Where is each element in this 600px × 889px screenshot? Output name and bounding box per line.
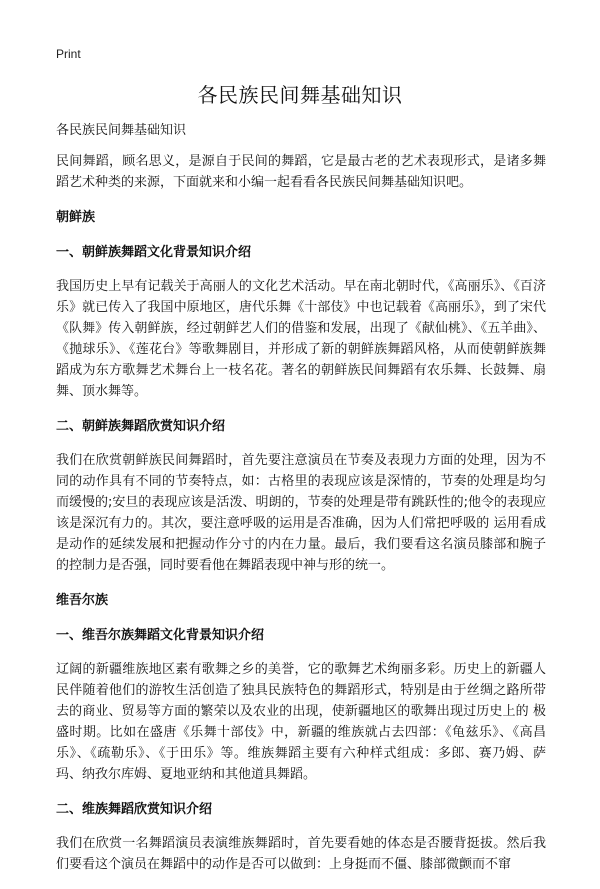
- page-title: 各民族民间舞基础知识: [197, 83, 403, 107]
- subsection-body: 我国历史上早有记载关于高丽人的文化艺术活动。早在南北朝时代，《高丽乐》、《百济乐》就已传入了我国中原地区，唐代乐舞《十部伎》中也记载着《高丽乐》，到了宋代《队舞》传入朝鲜族，经过朝鲜艺人们的借鉴和发展，出现了《献仙桃》、《五羊曲》、《抛球乐》、《莲花台》等歌舞剧目，并形成了新的朝鲜族舞蹈风格，从而使朝鲜族舞蹈成为东方歌舞艺术舞台上一枝名花。著名的朝鲜族民间舞蹈有农乐舞、长鼓舞、扇舞、顶水舞等。: [56, 279, 546, 399]
- section-heading-uyghur: 维吾尔族: [56, 593, 109, 608]
- subsection-body: 我们在欣赏一名舞蹈演员表演维族舞蹈时，首先要看她的体态是否腰背挺拔。然后我们要看这个演员在舞蹈中的动作是否可以做到：上身挺而不僵、膝部微颤而不窜: [56, 836, 546, 872]
- article-subtitle: 各民族民间舞基础知识: [56, 123, 187, 138]
- subsection-heading: 一、朝鲜族舞蹈文化背景知识介绍: [56, 245, 252, 260]
- subsection-body: 我们在欣赏朝鲜族民间舞蹈时，首先要注意演员在节奏及表现力方面的处理，因为不同的动作具有不同的节奏特点，如：古格里的表现应该是深情的，节奏的处理是均匀而缓慢的;安旦的表现应该是活泼、明朗的，节奏的处理是带有跳跃性的;他令的表现应该是深沉有力的。其次，要注意呼吸的运用是否准确，因为人们常把呼吸的 运用看成是动作的延续发展和把握动作分寸的内在力量。最后，我们要看这名演员膝部和腕子的控制力是否强，同时要看他在舞蹈表现中神与形的统一。: [56, 453, 546, 573]
- subsection-body: 辽阔的新疆维族地区素有歌舞之乡的美誉，它的歌舞艺术绚丽多彩。历史上的新疆人民伴随着他们的游牧生活创造了独具民族特色的舞蹈形式，特别是由于丝绸之路所带去的商业、贸易等方面的繁荣以及农业的出现，使新疆地区的歌舞出现过历史上的 极盛时期。比如在盛唐《乐舞十部伎》中，新疆的维族就占去四部：《龟兹乐》、《高昌乐》、《疏勒乐》、《于田乐》等。维族舞蹈主要有六种样式组成：多郎、赛乃姆、萨玛、纳孜尔库姆、夏地亚纳和其他道具舞蹈。: [56, 662, 546, 782]
- section-heading-korean: 朝鲜族: [56, 210, 96, 225]
- subsection-heading: 一、维吾尔族舞蹈文化背景知识介绍: [56, 628, 265, 643]
- print-link[interactable]: Print: [56, 47, 81, 61]
- subsection-heading: 二、维族舞蹈欣赏知识介绍: [56, 802, 213, 817]
- article-content: [56, 120, 546, 889]
- intro-paragraph: 民间舞蹈，顾名思义，是源自于民间的舞蹈，它是最古老的艺术表现形式，是诸多舞蹈艺术种类的来源，下面就来和小编一起看看各民族民间舞基础知识吧。: [56, 154, 546, 190]
- subsection-heading: 二、朝鲜族舞蹈欣赏知识介绍: [56, 419, 226, 434]
